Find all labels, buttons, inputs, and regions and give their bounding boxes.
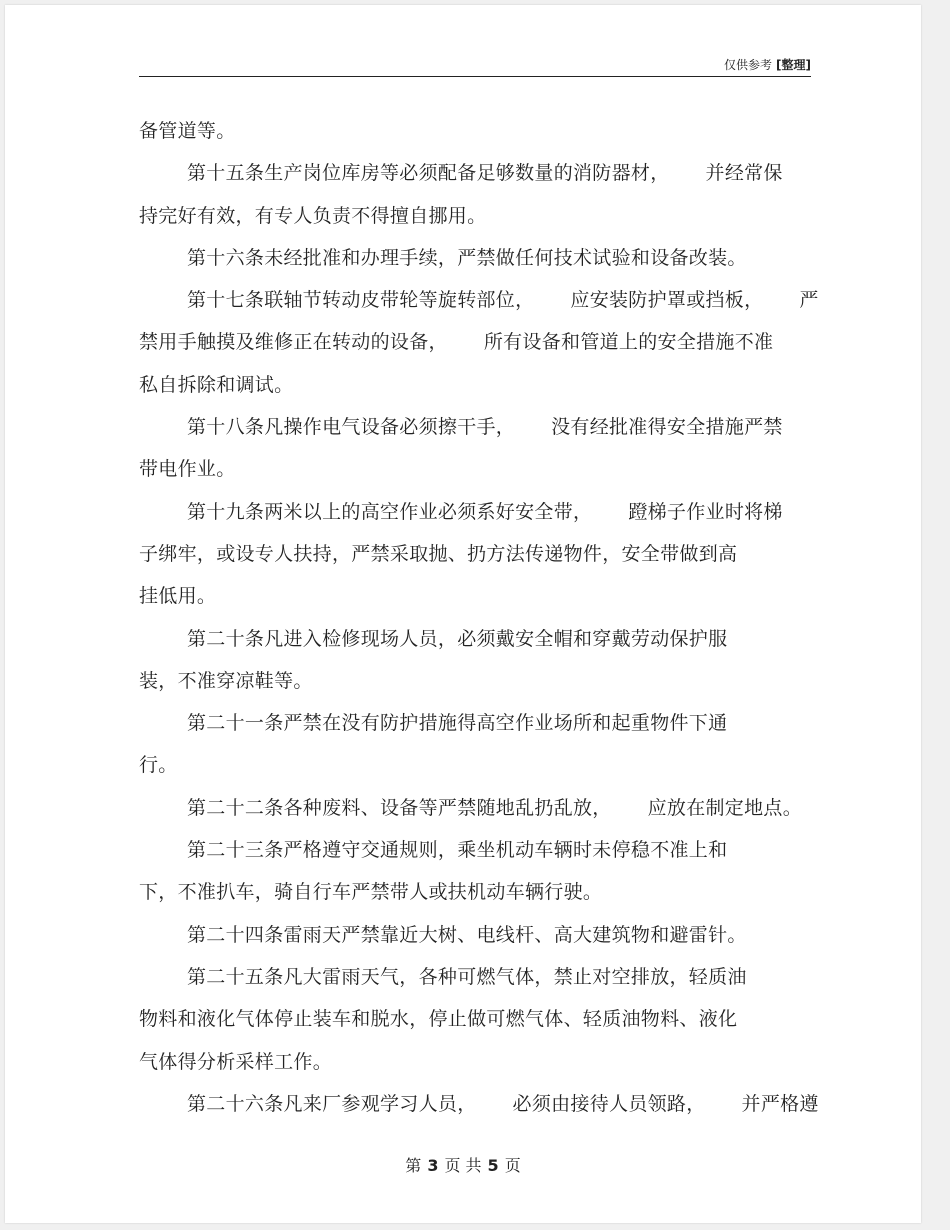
text-segment: 第十九条两米以上的高空作业必须系好安全带，	[187, 500, 593, 523]
text-line	[139, 956, 811, 998]
text-segment: 第二十五条凡大雷雨天气，各种可燃气体，禁止对空排放，轻质油	[187, 965, 747, 988]
text-segment: 子绑牢，或设专人扶持，严禁采取抛、扔方法传递物件，安全带做到高	[139, 542, 738, 565]
footer-prefix: 第	[405, 1156, 422, 1175]
text-segment: 蹬梯子作业时将梯	[628, 500, 783, 523]
text-segment: 第二十二条各种废料、设备等严禁随地乱扔乱放，	[187, 796, 612, 819]
text-line	[139, 575, 811, 617]
text-segment: 第二十六条凡来厂参观学习人员，	[187, 1092, 477, 1115]
header-text: 仅供参考	[724, 58, 773, 72]
footer-total-pages: 5	[487, 1156, 499, 1175]
text-line	[139, 152, 811, 194]
text-segment: 物料和液化气体停止装车和脱水，停止做可燃气体、轻质油物料、液化	[139, 1008, 738, 1031]
text-line	[139, 618, 811, 660]
text-segment: 第二十一条严禁在没有防护措施得高空作业场所和起重物件下通	[187, 712, 728, 735]
text-line	[139, 491, 811, 533]
text-segment: 带电作业。	[139, 458, 236, 481]
text-segment: 装，不准穿凉鞋等。	[139, 669, 313, 692]
text-line	[139, 195, 811, 237]
text-line	[139, 406, 811, 448]
page-footer	[5, 1153, 921, 1176]
text-line	[139, 364, 811, 406]
text-line	[139, 914, 811, 956]
text-segment: 禁用手触摸及维修正在转动的设备，	[139, 331, 448, 354]
header-bracket: [整理]	[776, 58, 811, 72]
text-line	[139, 448, 811, 490]
text-segment: 私自拆除和调试。	[139, 373, 294, 396]
text-segment: 备管道等。	[139, 120, 236, 142]
text-segment: 应安装防护罩或挡板，	[570, 289, 764, 312]
text-segment: 所有设备和管道上的安全措施不准	[483, 331, 774, 354]
text-segment: 持完好有效，有专人负责不得擅自挪用。	[139, 204, 487, 227]
footer-page-number: 3	[427, 1156, 439, 1175]
text-segment: 第十八条凡操作电气设备必须擦干手，	[187, 416, 516, 439]
text-segment: 第二十条凡进入检修现场人员，必须戴安全帽和穿戴劳动保护服	[187, 627, 728, 650]
text-segment: 没有经批准得安全措施严禁	[551, 416, 783, 439]
text-line	[139, 279, 819, 321]
text-segment: 第二十三条严格遵守交通规则，乘坐机动车辆时未停稳不准上和	[187, 839, 728, 862]
text-segment: 行。	[139, 754, 178, 777]
text-line	[139, 321, 811, 363]
text-segment: 第十五条生产岗位库房等必须配备足够数量的消防器材，	[187, 162, 670, 185]
text-segment: 下，不准扒车，骑自行车严禁带人或扶机动车辆行驶。	[139, 881, 603, 904]
text-line	[139, 237, 811, 279]
footer-middle: 页 共	[444, 1156, 482, 1175]
text-line	[139, 829, 811, 871]
text-line	[139, 871, 811, 913]
text-line	[139, 787, 811, 829]
document-page	[5, 5, 921, 1223]
text-line	[139, 1041, 811, 1083]
text-segment: 严	[799, 289, 819, 312]
text-segment: 必须由接待人员领路，	[512, 1092, 706, 1115]
text-segment: 第二十四条雷雨天严禁靠近大树、电线杆、高大建筑物和避雷针。	[187, 923, 747, 946]
text-line	[139, 998, 811, 1040]
text-segment: 并严格遵	[741, 1092, 819, 1115]
text-segment: 应放在制定地点。	[647, 796, 803, 819]
text-line	[139, 110, 811, 152]
text-segment: 气体得分析采样工作。	[139, 1050, 333, 1073]
text-line	[139, 660, 811, 702]
text-line	[139, 1083, 819, 1125]
text-line	[139, 744, 811, 786]
text-segment: 第十六条未经批准和办理手续，严禁做任何技术试验和设备改装。	[187, 246, 747, 269]
footer-suffix: 页	[504, 1156, 521, 1175]
page-header	[139, 56, 811, 77]
text-line	[139, 533, 811, 575]
text-segment: 挂低用。	[139, 585, 217, 608]
text-segment: 并经常保	[705, 162, 783, 185]
text-segment: 第十七条联轴节转动皮带轮等旋转部位，	[187, 289, 535, 312]
text-line	[139, 702, 811, 744]
document-body	[139, 110, 819, 1125]
